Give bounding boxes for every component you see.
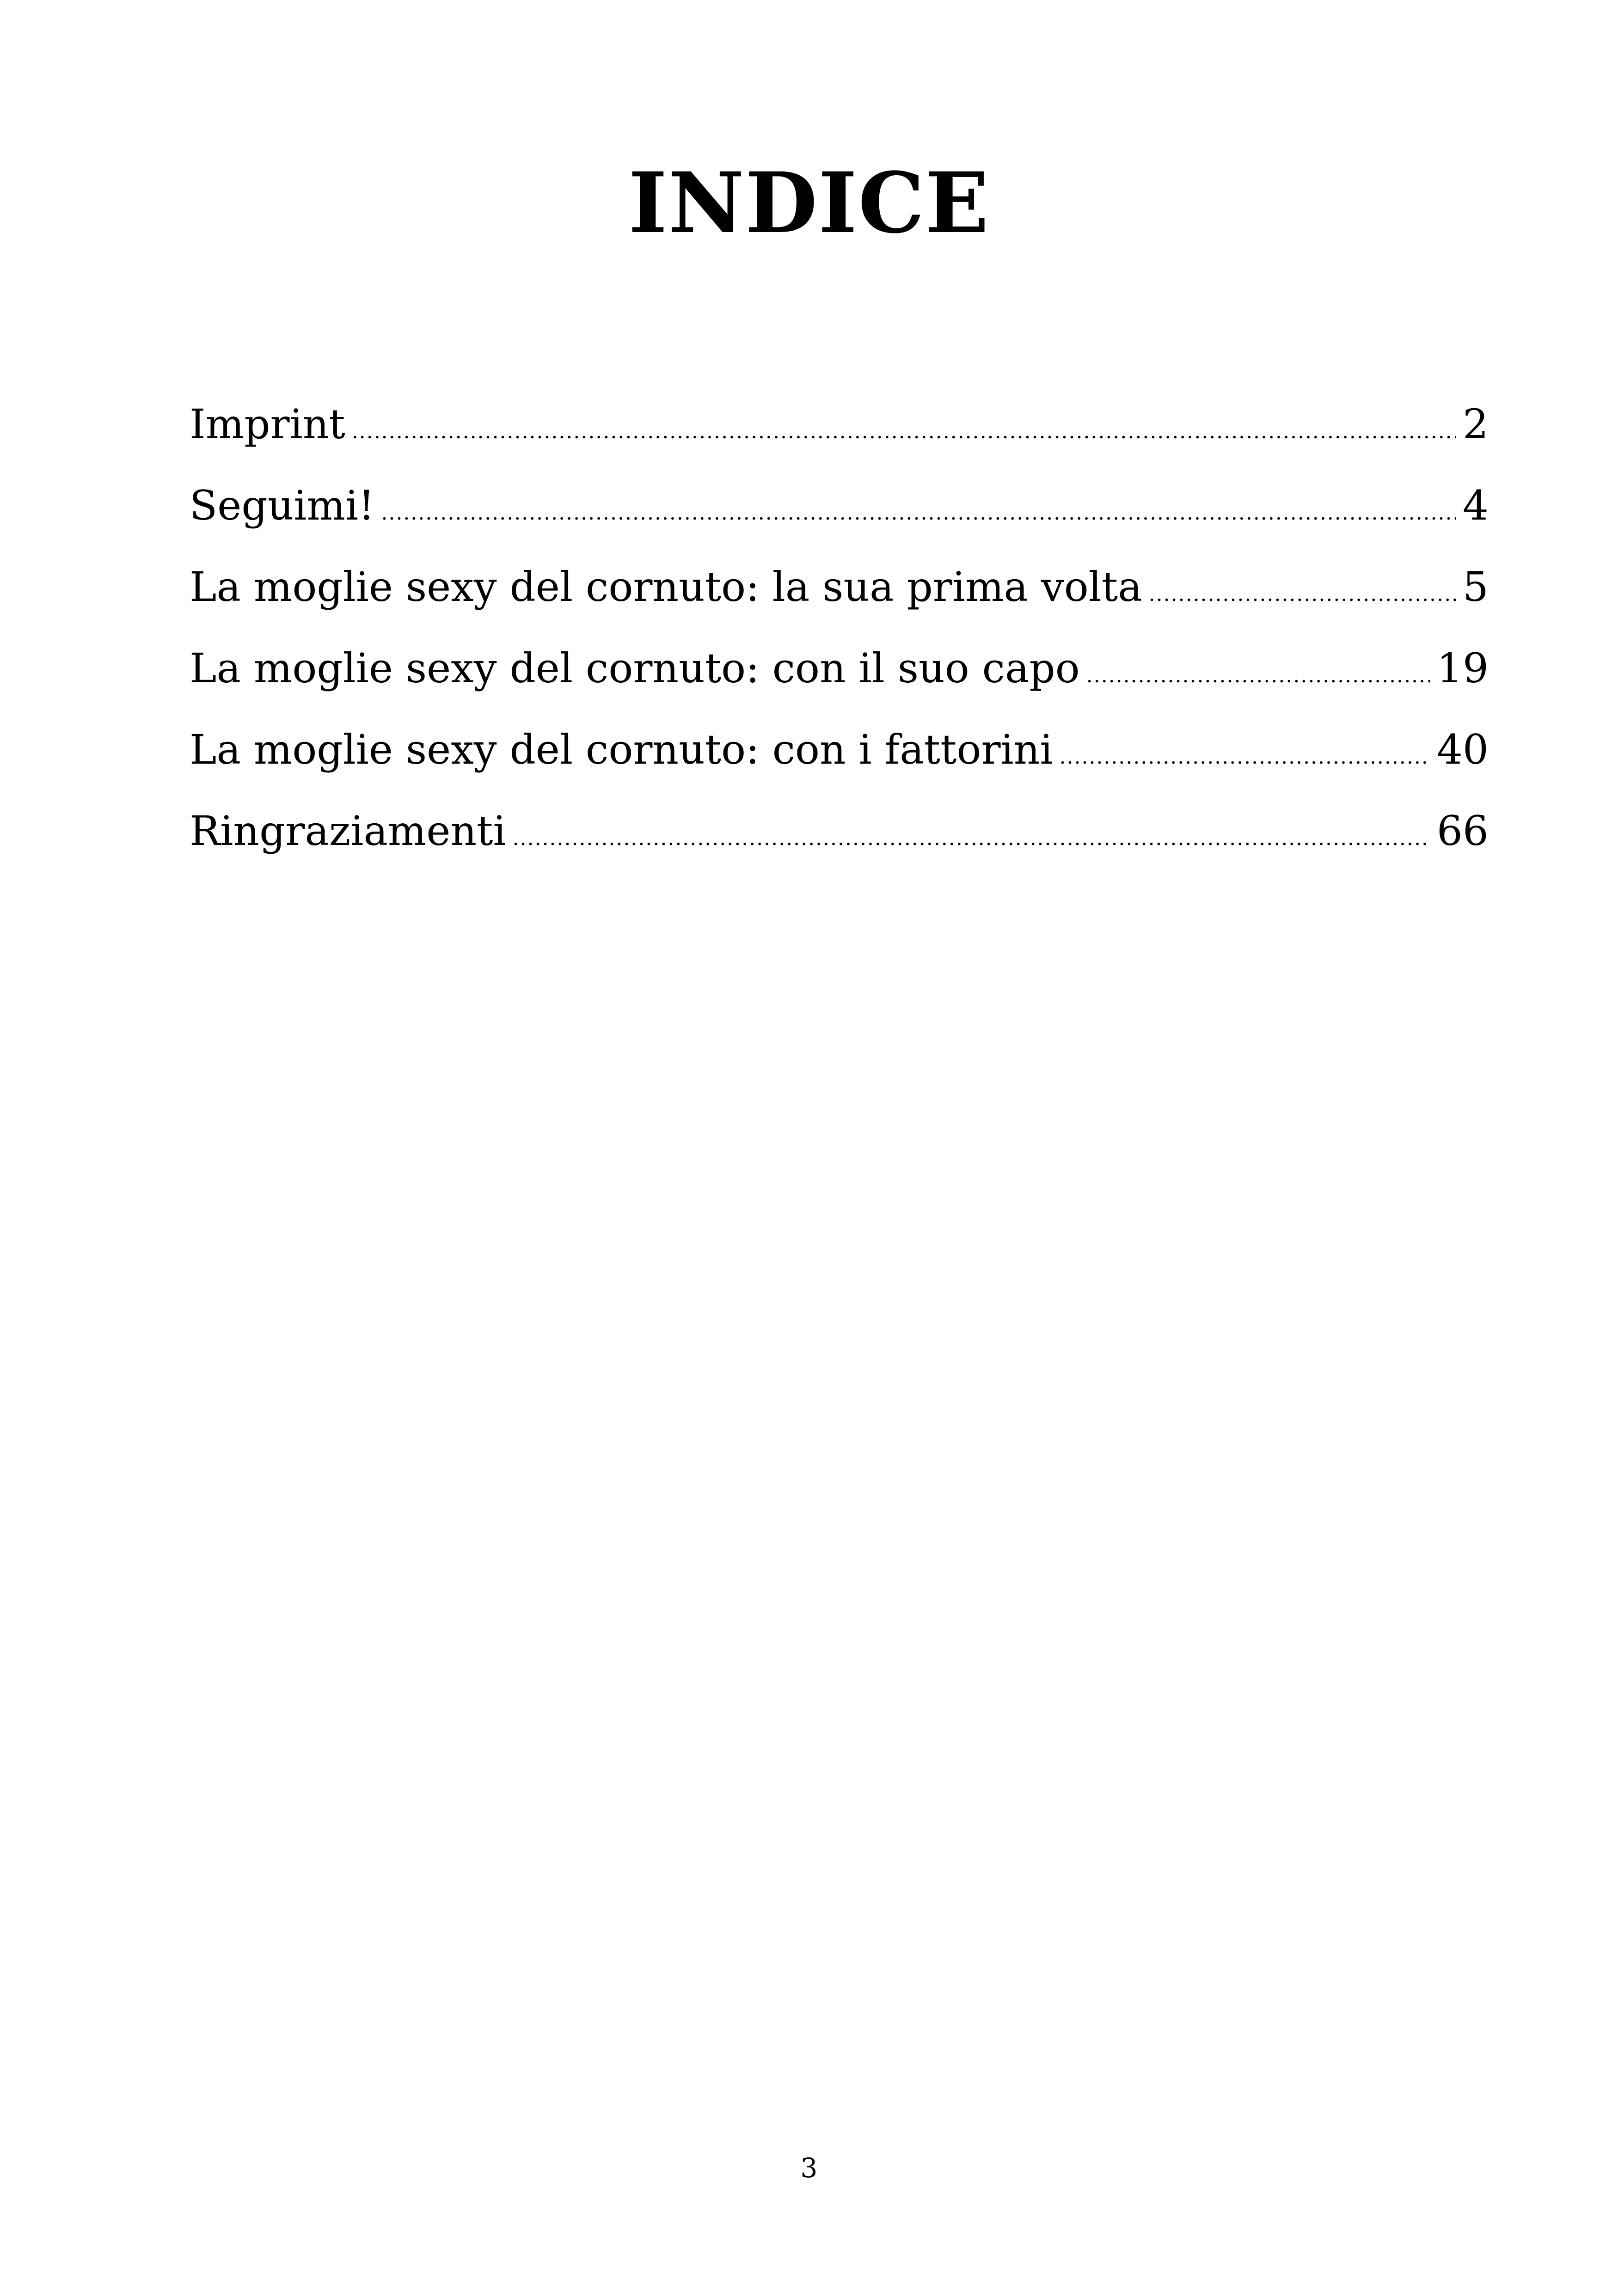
toc-entry-label: Seguimi!	[190, 482, 375, 529]
toc-entry-page: 40	[1437, 726, 1489, 773]
toc-dot-leader	[1149, 554, 1456, 635]
toc-entry-page: 5	[1463, 563, 1489, 611]
toc-dot-leader	[381, 472, 1456, 554]
toc-entry-page: 4	[1463, 482, 1489, 529]
toc-entry-seguimi[interactable]	[190, 465, 1489, 546]
toc-entry-prima-volta[interactable]	[190, 546, 1489, 628]
toc-entry-imprint[interactable]	[190, 384, 1489, 465]
toc-entry-page: 2	[1463, 400, 1489, 448]
toc-entry-page: 66	[1437, 807, 1489, 855]
toc-entry-label: Ringraziamenti	[190, 807, 506, 855]
toc-dot-leader	[513, 798, 1430, 879]
toc-dot-leader	[1060, 716, 1431, 798]
toc-entry-suo-capo[interactable]	[190, 628, 1489, 709]
toc-dot-leader	[1086, 635, 1430, 716]
toc-entry-label: La moglie sexy del cornuto: con il suo capo	[190, 644, 1080, 692]
toc-entry-fattorini[interactable]	[190, 709, 1489, 790]
toc-entry-label: La moglie sexy del cornuto: con i fattorini	[190, 726, 1053, 773]
toc-entry-page: 19	[1437, 644, 1489, 692]
toc-dot-leader	[352, 391, 1456, 472]
table-of-contents	[190, 384, 1489, 872]
toc-entry-ringraziamenti[interactable]	[190, 790, 1489, 872]
page-title: INDICE	[628, 154, 990, 252]
toc-entry-label: Imprint	[190, 400, 345, 448]
toc-entry-label: La moglie sexy del cornuto: la sua prima volta	[190, 563, 1142, 611]
page-number: 3	[800, 2152, 818, 2184]
